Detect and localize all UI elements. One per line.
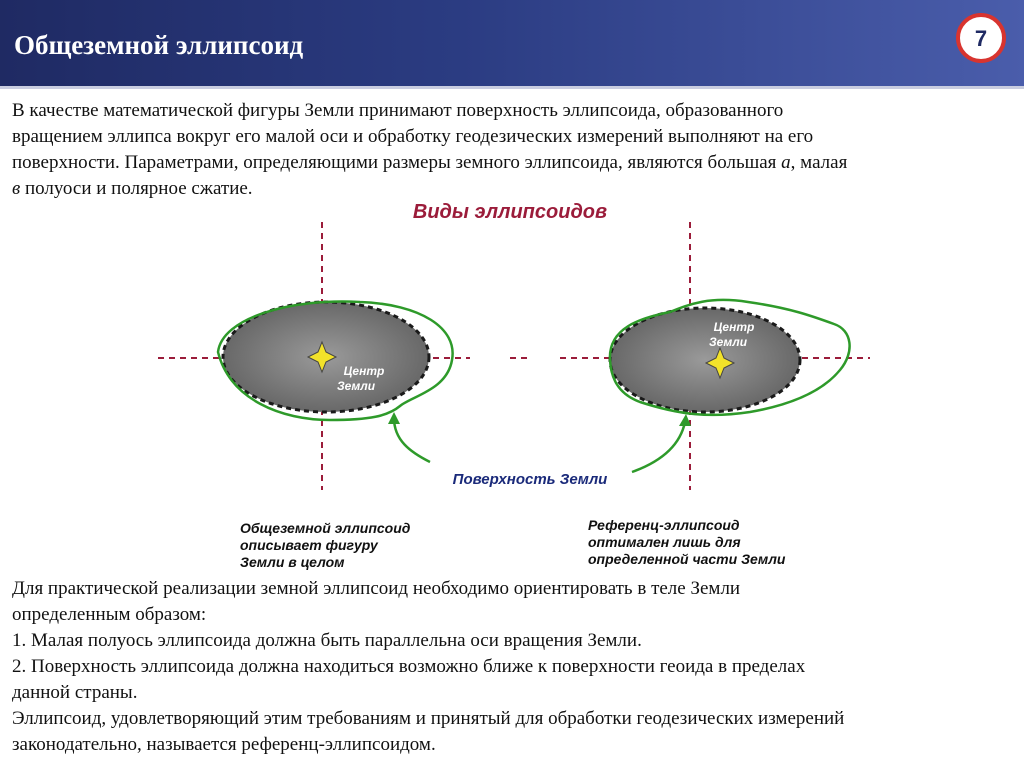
page-number-badge (955, 12, 1007, 64)
surface-arrowhead-left (388, 412, 400, 424)
body-line-4: 2. Поверхность эллипсоида должна находиться возможно ближе к поверхности геоида в пределах (12, 656, 806, 677)
intro-line-3-text: поверхности. Параметрами, определяющими размеры земного эллипсоида, являются большая (12, 152, 782, 173)
center-label-right-1: Центр (713, 320, 755, 334)
intro-paragraph (12, 98, 1012, 202)
diagram-title: Виды эллипсоидов (412, 201, 608, 223)
var-b: в (12, 178, 21, 199)
body-line-3: 1. Малая полуось эллипсоида должна быть параллельна оси вращения Земли. (12, 630, 642, 651)
caption-left-1: Общеземной эллипсоид (240, 520, 411, 536)
reference-ellipsoid (610, 308, 800, 412)
body-line-6: Эллипсоид, удовлетворяющий этим требованиям и принятый для обработки геодезических измерений (12, 708, 845, 729)
caption-left-2: описывает фигуру (240, 537, 378, 553)
body-line-7: законодательно, называется референц-эллипсоидом. (12, 734, 436, 755)
center-label-left-1: Центр (343, 364, 385, 378)
slide-header (0, 0, 1024, 86)
surface-arrow-right (632, 422, 685, 472)
intro-line-2: вращением эллипса вокруг его малой оси и обработку геодезических измерений выполняют на его (12, 126, 814, 147)
caption-right-2: оптимален лишь для (588, 534, 741, 550)
center-label-left-2: Земли (336, 379, 376, 393)
body-line-5: данной страны. (12, 682, 138, 703)
reference-ellipsoid-figure (560, 222, 870, 490)
intro-line-3 (12, 150, 1012, 176)
caption-right-3: определенной части Земли (588, 551, 786, 567)
intro-line-4 (12, 176, 1012, 202)
center-label-right-2: Земли (708, 335, 748, 349)
body-paragraph (12, 576, 1012, 758)
intro-line-4-text: полуоси и полярное сжатие. (20, 178, 253, 199)
general-ellipsoid-figure (158, 222, 470, 490)
caption-right-1: Референц-эллипсоид (588, 517, 740, 533)
ellipsoid-diagram (0, 200, 1024, 578)
intro-after-a: , малая (790, 152, 848, 173)
slide-title: Общеземной эллипсоид (14, 30, 304, 60)
body-line-1: Для практической реализации земной эллипсоид необходимо ориентировать в теле Земли (12, 578, 741, 599)
page-number: 7 (974, 26, 988, 51)
var-a: а (781, 152, 791, 173)
body-line-2: определенным образом: (12, 604, 207, 625)
caption-left-3: Земли в целом (240, 554, 345, 570)
intro-line-1: В качестве математической фигуры Земли принимают поверхность эллипсоида, образованного (12, 100, 784, 121)
surface-label: Поверхность Земли (452, 471, 608, 488)
surface-arrow-left (394, 418, 430, 462)
header-divider (0, 86, 1024, 89)
